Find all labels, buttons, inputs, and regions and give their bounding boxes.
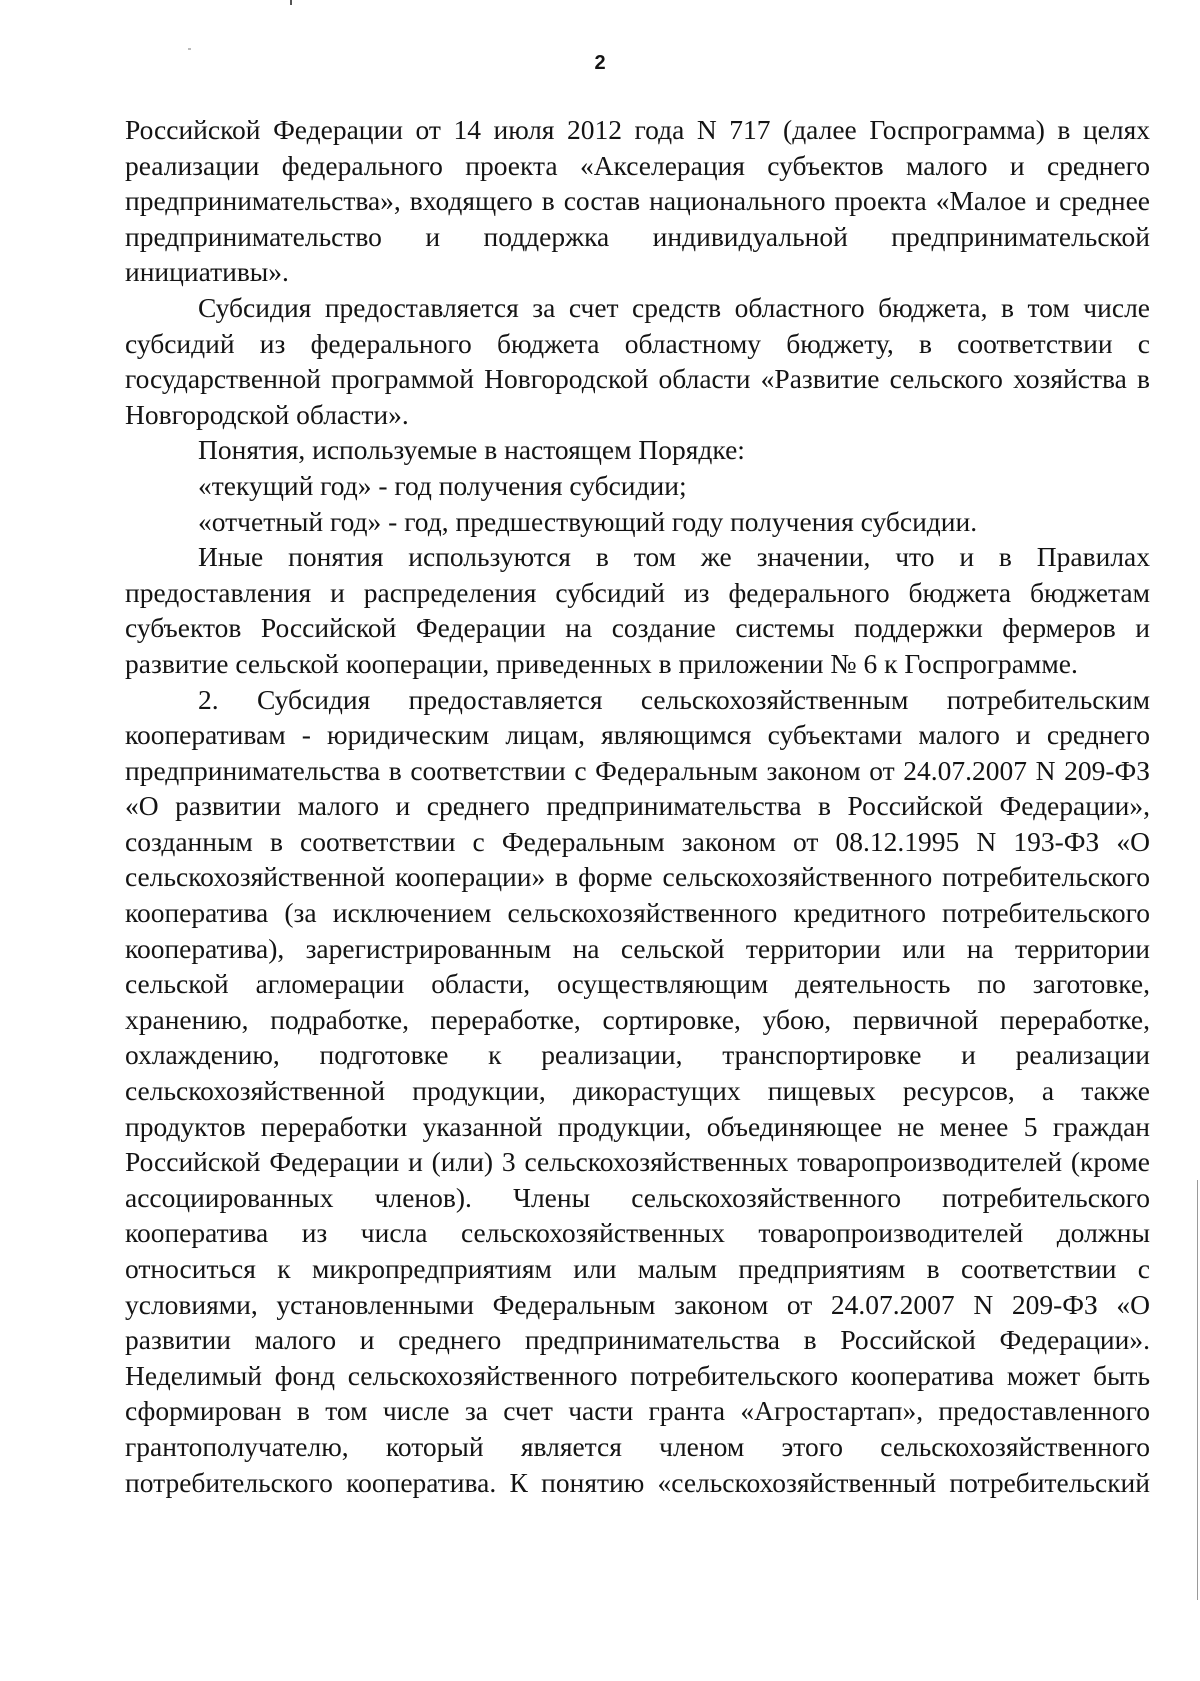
scan-artifact-top bbox=[290, 0, 292, 5]
paragraph-section-2: 2. Субсидия предоставляется сельскохозяйственным потребительским кооперативам - юридическим лицам, являющимся субъектами малого и среднего предпринимательства в соответствии с Федеральным законом от 24.07.2007 N 209-ФЗ «О развитии малого и среднего предпринимательства в Российской Федерации», созданным в соответствии с Федеральным законом от 08.12.1995 N 193-ФЗ «О сельскохозяйственной кооперации» в форме сельскохозяйственного потребительского кооператива (за исключением сельскохозяйственного кредитного потребительского кооператива), зарегистрированным на сельской территории или на территории сельской агломерации области, осуществляющим деятельность по заготовке, хранению, подработке, переработке, сортировке, убою, первичной переработке, охлаждению, подготовке к реализации, транспортировке и реализации сельскохозяйственной продукции, дикорастущих пищевых ресурсов, а также продуктов переработки указанной продукции, объединяющее не менее 5 граждан Российской Федерации и (или) 3 сельскохозяйственных товаропроизводителей (кроме ассоциированных членов). Члены сельскохозяйственного потребительского кооператива из числа сельскохозяйственных товаропроизводителей должны относиться к микропредприятиям или малым предприятиям в соответствии с условиями, установленными Федеральным законом от 24.07.2007 N 209-ФЗ «О развитии малого и среднего предпринимательства в Российской Федерации». Неделимый фонд сельскохозяйственного потребительского кооператива может быть сформирован в том числе за счет части гранта «Агростартап», предоставленного грантополучателю, который является членом этого сельскохозяйственного потребительского кооператива. К понятию «сельскохозяйственный потребительский bbox=[125, 683, 1150, 1498]
page-number: 2 bbox=[594, 52, 606, 74]
paragraph-continuation: Российской Федерации от 14 июля 2012 года N 717 (далее Госпрограмма) в целях реализации федерального проекта «Акселерация субъектов малого и среднего предпринимательства», входящего в состав национального проекта «Малое и среднее предпринимательство и поддержка индивидуальной предпринимательской инициативы». bbox=[125, 114, 1150, 288]
scan-artifact-dot bbox=[188, 48, 191, 50]
paragraph-definitions-intro: Понятия, используемые в настоящем Порядке: bbox=[198, 434, 745, 466]
paragraph-subsidy-source: Субсидия предоставляется за счет средств областного бюджета, в том числе субсидий из федерального бюджета областному бюджету, в соответствии с государственной программой Новгородской области «Развитие сельского хозяйства в Новгородской области». bbox=[125, 291, 1150, 430]
document-body bbox=[125, 112, 1150, 1500]
paragraph-definition-reporting-year: «отчетный год» - год, предшествующий году получения субсидии. bbox=[198, 505, 978, 537]
scan-artifact-edge bbox=[1197, 1180, 1198, 1600]
paragraph-other-definitions: Иные понятия используются в том же значении, что и в Правилах предоставления и распределения субсидий из федерального бюджета бюджетам субъектов Российской Федерации на создание системы поддержки фермеров и развитие сельской кооперации, приведенных в приложении № 6 к Госпрограмме. bbox=[125, 541, 1150, 679]
paragraph-definition-current-year: «текущий год» - год получения субсидии; bbox=[198, 469, 687, 501]
